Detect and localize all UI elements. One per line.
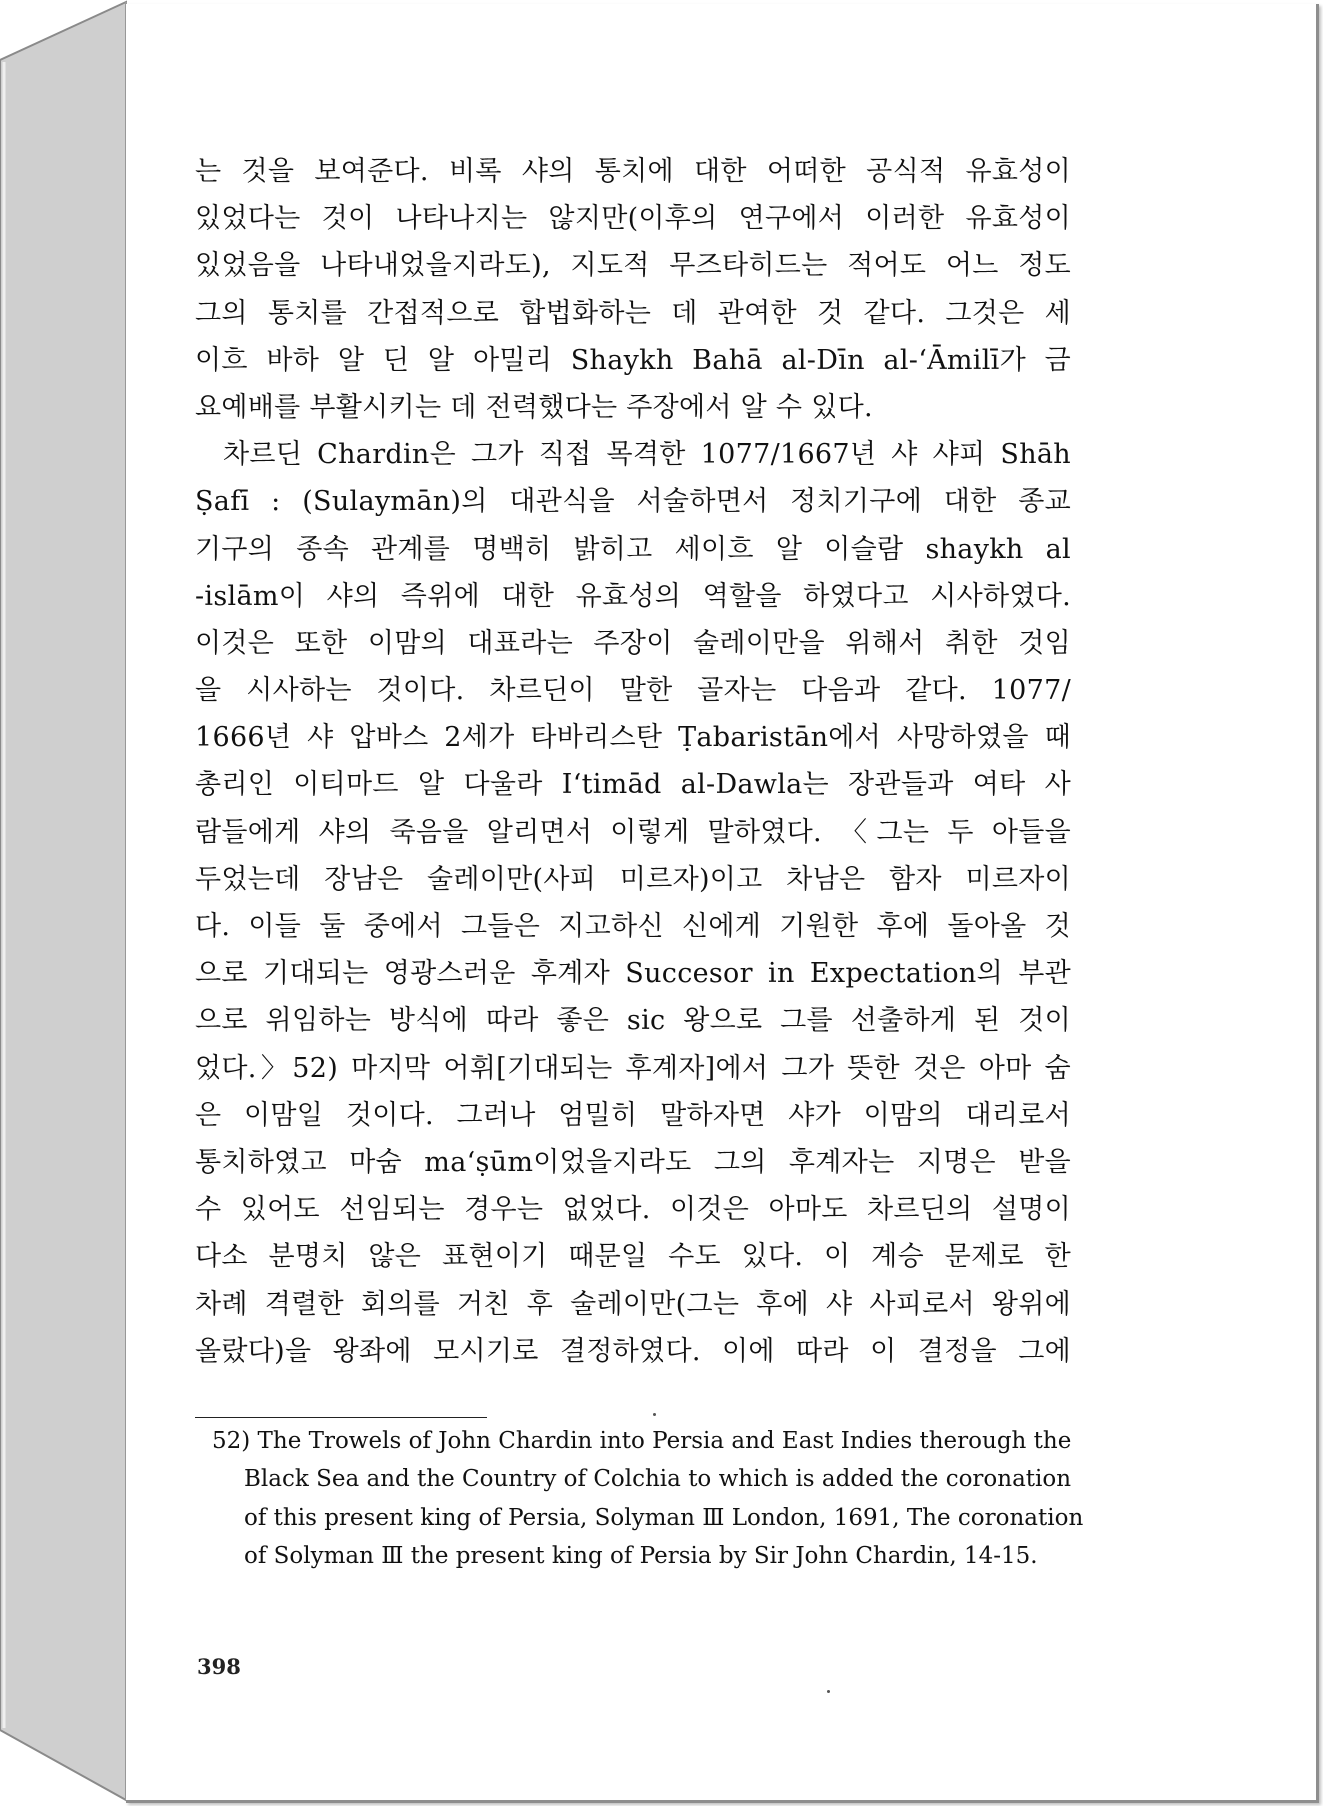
text-line: 는 것을 보여준다. 비록 샤의 통치에 대한 어떠한 공식적 유효성이: [195, 156, 1071, 187]
text-line: 을 시사하는 것이다. 차르딘이 말한 골자는 다음과 같다. 1077/: [195, 675, 1071, 707]
text-line: 은 이맘일 것이다. 그러나 엄밀히 말하자면 샤가 이맘의 대리로서: [195, 1099, 1071, 1131]
text-line: 다. 이들 둘 중에서 그들은 지고하신 신에게 기원한 후에 돌아올 것: [195, 911, 1071, 942]
text-line: 차르딘 Chardin은 그가 직접 목격한 1077/1667년 샤 샤피 Shāh: [223, 439, 1071, 471]
footnote-divider: [195, 1417, 487, 1418]
main-text: [195, 148, 1071, 1375]
text-line: 차례 격렬한 회의를 거친 후 술레이만(그는 후에 샤 사피로서 왕위에: [195, 1288, 1071, 1320]
text-line: 요예배를 부활시키는 데 전력했다는 주장에서 알 수 있다.: [195, 391, 873, 423]
text-line: 이것은 또한 이맘의 대표라는 주장이 술레이만을 위해서 취한 것임: [195, 627, 1071, 659]
scan-speck: [827, 1690, 830, 1693]
footnote-line: Black Sea and the Country of Colchia to which is added the coronation: [244, 1466, 1072, 1493]
footnote: [212, 1422, 1084, 1576]
scan-speck: [653, 1413, 656, 1416]
footnote-line: of this present king of Persia, Solyman Ⅲ London, 1691, The coronation: [244, 1504, 1084, 1531]
book-spine: [0, 0, 140, 1806]
text-line: 있었다는 것이 나타나지는 않지만(이후의 연구에서 이러한 유효성이: [195, 203, 1071, 235]
text-line: 었다.〉52) 마지막 어휘[기대되는 후계자]에서 그가 뜻한 것은 아마 숨: [195, 1052, 1071, 1084]
footnote-line: of Solyman Ⅲ the present king of Persia by Sir John Chardin, 14-15.: [244, 1543, 1038, 1570]
page-number: 398: [197, 1654, 241, 1679]
text-line: 다소 분명치 않은 표현이기 때문일 수도 있다. 이 계승 문제로 한: [195, 1241, 1071, 1273]
text-line: 수 있어도 선임되는 경우는 없었다. 이것은 아마도 차르딘의 설명이: [195, 1194, 1071, 1226]
text-line: 올랐다)을 왕좌에 모시기로 결정하였다. 이에 따라 이 결정을 그에: [195, 1335, 1071, 1367]
footnote-line: 52) The Trowels of John Chardin into Persia and East Indies therough the: [212, 1428, 1072, 1454]
text-line: 기구의 종속 관계를 명백히 밝히고 세이흐 알 이슬람 shaykh al: [195, 533, 1071, 565]
text-line: 총리인 이티마드 알 다울라 Iʻtimād al-Dawla는 장관들과 여타 사: [195, 769, 1071, 801]
text-line: 있었음을 나타내었을지라도), 지도적 무즈타히드는 적어도 어느 정도: [195, 250, 1071, 282]
text-line: 으로 위임하는 방식에 따라 좋은 sic 왕으로 그를 선출하게 된 것이: [195, 1005, 1071, 1037]
text-line: 이흐 바하 알 딘 알 아밀리 Shaykh Bahā al-Dīn al-ʻĀmilī가 금: [195, 344, 1071, 376]
text-line: 1666년 샤 압바스 2세가 타바리스탄 Ṭabaristān에서 사망하였을 때: [195, 722, 1071, 754]
text-line: 그의 통치를 간접적으로 합법화하는 데 관여한 것 같다. 그것은 세: [195, 297, 1071, 329]
text-line: Ṣafī : (Sulaymān)의 대관식을 서술하면서 정치기구에 대한 종교: [195, 486, 1071, 518]
text-line: 두었는데 장남은 술레이만(사피 미르자)이고 차남은 함자 미르자이: [195, 863, 1071, 895]
text-line: 통치하였고 마숨 maʻṣūm이었을지라도 그의 후계자는 지명은 받을: [195, 1146, 1071, 1178]
text-line: 람들에게 샤의 죽음을 알리면서 이렇게 말하였다. 〈그는 두 아들을: [195, 816, 1071, 848]
text-line: -islām이 샤의 즉위에 대한 유효성의 역할을 하였다고 시사하였다.: [195, 580, 1071, 612]
text-line: 으로 기대되는 영광스러운 후계자 Succesor in Expectation의 부관: [195, 958, 1071, 990]
